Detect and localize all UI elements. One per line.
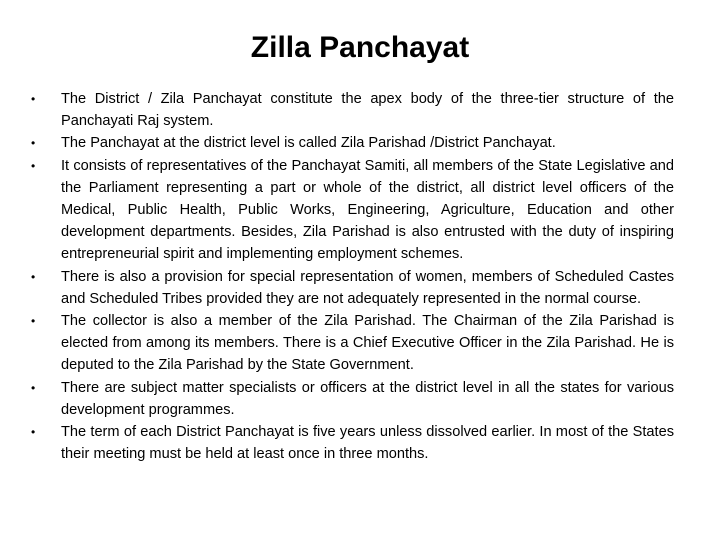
bullet-item bbox=[31, 155, 674, 266]
bullet-icon: • bbox=[31, 136, 36, 151]
bullet-text: There is also a provision for special representation of women, members of Scheduled Castes and Scheduled Tribes provided they are not adequately represented in the normal course. bbox=[61, 268, 674, 307]
bullet-text: It consists of representatives of the Panchayat Samiti, all members of the State Legislative and the Parliament representing a part or whole of the district, all district level officers of the Medical, Public Health, Public Works, Engineering, Agriculture, Education and other development departments. Besides, Zila Parishad is also entrusted with the duty of inspiring entrepreneurial spirit and implementing employment schemes. bbox=[61, 157, 674, 263]
bullet-text: The term of each District Panchayat is five years unless dissolved earlier. In most of the States their meeting must be held at least once in three months. bbox=[61, 424, 674, 463]
bullet-item bbox=[31, 266, 674, 310]
bullet-icon: • bbox=[31, 269, 36, 284]
bullet-text: The collector is also a member of the Zila Parishad. The Chairman of the Zila Parishad is elected from among its members. There is a Chief Executive Officer in the Zila Parishad. He is deputed to the Zila Parishad by the State Government. bbox=[61, 313, 674, 374]
bullet-item bbox=[31, 310, 674, 377]
bullet-text: The District / Zila Panchayat constitute the apex body of the three-tier structure of the Panchayati Raj system. bbox=[61, 91, 674, 130]
bullet-item bbox=[31, 421, 674, 465]
bullet-text: There are subject matter specialists or officers at the district level in all the states for various development programmes. bbox=[61, 379, 674, 418]
slide-title: Zilla Panchayat bbox=[250, 31, 470, 64]
bullet-icon: • bbox=[31, 380, 36, 395]
bullet-icon: • bbox=[31, 158, 36, 173]
bullet-icon: • bbox=[31, 92, 36, 106]
bullet-icon: • bbox=[31, 314, 36, 329]
bullet-item bbox=[31, 88, 674, 132]
bullet-list bbox=[0, 88, 720, 465]
bullet-icon: • bbox=[31, 425, 36, 440]
bullet-text: The Panchayat at the district level is called Zila Parishad /District Panchayat. bbox=[61, 135, 556, 152]
bullet-item bbox=[31, 377, 674, 421]
bullet-item bbox=[31, 132, 674, 154]
